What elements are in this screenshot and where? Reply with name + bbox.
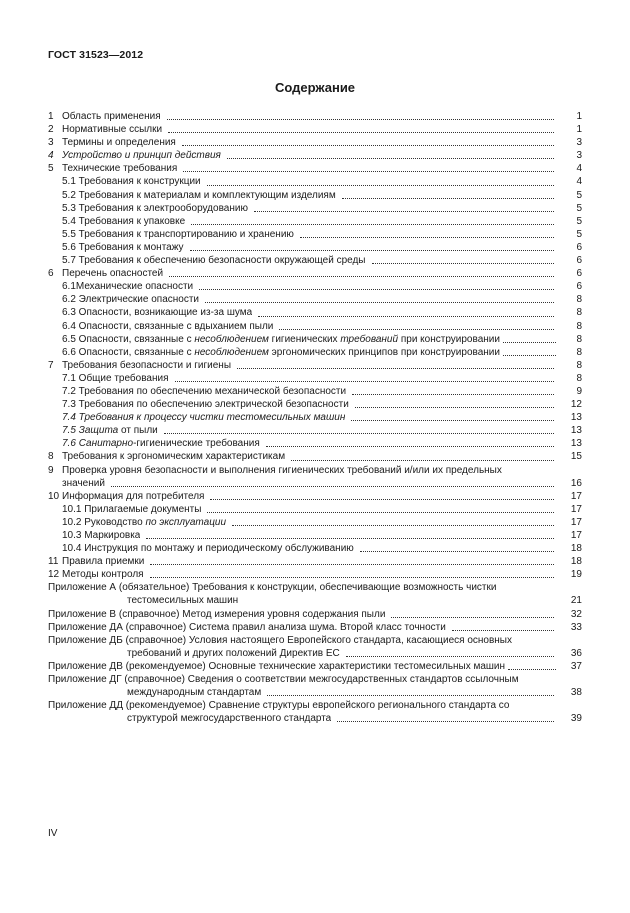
toc-appendix[interactable] xyxy=(48,634,582,660)
toc-entry[interactable] xyxy=(48,555,582,568)
toc-entry-page: 18 xyxy=(570,556,582,568)
toc-appendix[interactable] xyxy=(48,581,582,607)
toc-entry-title: Область применения xyxy=(62,111,161,122)
toc-entry-title xyxy=(62,516,226,529)
dot-leader xyxy=(267,695,554,696)
dot-leader xyxy=(111,486,554,487)
toc-entry-title-line1: Проверка уровня безопасности и выполнения гигиенических требований и/или их предельных xyxy=(62,464,502,476)
dot-leader xyxy=(227,158,554,159)
toc-entry-number: 4 xyxy=(48,150,54,162)
toc-subentry[interactable] xyxy=(48,385,582,398)
toc-subentry[interactable] xyxy=(48,228,582,241)
toc-subentry[interactable] xyxy=(48,411,582,424)
toc-entry-page: 8 xyxy=(576,307,582,319)
toc-entry-title: 5.5 Требования к транспортированию и хранению xyxy=(62,228,294,240)
dot-leader xyxy=(207,185,554,186)
dot-leader xyxy=(182,145,554,146)
dot-leader xyxy=(452,630,554,631)
toc-entry-page: 5 xyxy=(576,228,582,240)
toc-entry-title: 7.4 Требования к процессу чистки тестомесильных машин xyxy=(62,412,346,424)
toc-subentry[interactable] xyxy=(48,175,582,188)
toc-entry-title: 10.1 Прилагаемые документы xyxy=(62,503,202,515)
toc-entry-page: 16 xyxy=(570,477,582,489)
toc-entry-title: 10.4 Инструкция по монтажу и периодическому обслуживанию xyxy=(62,543,354,555)
toc-subentry[interactable] xyxy=(48,202,582,215)
toc-subentry[interactable] xyxy=(48,280,582,293)
toc-entry-page: 17 xyxy=(570,490,582,502)
appendix-title-line2: структурой межгосударственного стандарта xyxy=(127,713,332,725)
toc-text-part: 6.6 Опасности, связанные с xyxy=(62,346,195,358)
toc-entry-title: 5.4 Требования к упаковке xyxy=(62,215,186,227)
toc-entry[interactable] xyxy=(48,149,582,162)
dot-leader xyxy=(146,538,554,539)
toc-text-part: 7.5 xyxy=(62,425,79,437)
appendix-title: Приложение ДА (справочное) Система правил анализа шума. Второй класс точности xyxy=(48,621,446,633)
toc-entry-page: 13 xyxy=(570,438,582,450)
toc-entry[interactable] xyxy=(48,267,582,280)
toc-appendix[interactable] xyxy=(48,660,582,673)
dot-leader xyxy=(210,499,554,500)
appendix-title-line1: Приложение ДГ (справочное) Сведения о соответствии межгосударственных стандартов ссылочным xyxy=(48,674,519,686)
table-of-contents xyxy=(48,110,582,725)
toc-entry-title: Перечень опасностей xyxy=(62,268,164,280)
appendix-title-line2: требований и других положений Директив ЕС xyxy=(127,647,340,659)
toc-appendix[interactable] xyxy=(48,673,582,699)
dot-leader xyxy=(372,263,555,264)
dot-leader xyxy=(190,250,554,251)
toc-subentry[interactable] xyxy=(48,306,582,319)
toc-entry-page: 4 xyxy=(576,176,582,188)
toc-entry-page: 8 xyxy=(576,333,582,345)
toc-text-part: 7.6 xyxy=(62,438,79,450)
toc-entry-page: 6 xyxy=(576,281,582,293)
dot-leader xyxy=(342,198,554,199)
toc-subentry[interactable] xyxy=(48,503,582,516)
toc-entry-title xyxy=(62,333,500,346)
dot-leader xyxy=(360,551,554,552)
toc-entry-title: 7.2 Требования по обеспечению механической безопасности xyxy=(62,385,347,397)
toc-text-part: -гигиенические требования xyxy=(133,438,260,450)
appendix-title-line2: международным стандартам xyxy=(127,687,262,699)
toc-entry-page: 6 xyxy=(576,241,582,253)
toc-text-part: эргономических принципов при конструировании xyxy=(268,346,500,358)
toc-entry-title: Устройство и принцип действия xyxy=(62,150,221,162)
toc-entry-page: 8 xyxy=(576,372,582,384)
toc-subentry[interactable] xyxy=(48,333,582,346)
appendix-title-line1: Приложение А (обязательное) Требования к конструкции, обеспечивающие возможность чистки xyxy=(48,582,497,594)
toc-subentry[interactable] xyxy=(48,424,582,437)
toc-entry-title: 7.1 Общие требования xyxy=(62,372,169,384)
dot-leader xyxy=(207,512,554,513)
dot-leader xyxy=(150,577,554,578)
toc-appendix[interactable] xyxy=(48,608,582,621)
toc-subentry[interactable] xyxy=(48,215,582,228)
dot-leader xyxy=(237,368,554,369)
toc-entry-page: 17 xyxy=(570,530,582,541)
document-code: ГОСТ 31523—2012 xyxy=(48,49,144,61)
appendix-title-line1: Приложение ДБ (справочное) Условия настоящего Европейского стандарта, касающиеся основных xyxy=(48,634,512,646)
dot-leader xyxy=(205,302,554,303)
toc-entry-page: 1 xyxy=(576,111,582,122)
toc-entry-page: 17 xyxy=(570,503,582,515)
toc-entry-title: Правила приемки xyxy=(62,556,145,568)
dot-leader xyxy=(355,407,554,408)
toc-text-part: от пыли xyxy=(118,425,158,437)
appendix-page: 21 xyxy=(570,595,582,607)
toc-text-part: 10.2 Руководство xyxy=(62,516,146,528)
toc-subentry[interactable] xyxy=(48,398,582,411)
toc-entry-page: 8 xyxy=(576,320,582,332)
dot-leader xyxy=(503,342,556,343)
toc-subentry[interactable] xyxy=(48,293,582,306)
toc-entry-title: Информация для потребителя xyxy=(62,490,205,502)
toc-entry[interactable] xyxy=(48,162,582,175)
toc-entry-title-line2: значений xyxy=(62,477,105,489)
toc-entry-title: 6.3 Опасности, возникающие из-за шума xyxy=(62,307,253,319)
appendix-title: Приложение В (справочное) Метод измерения уровня содержания пыли xyxy=(48,608,386,620)
dot-leader xyxy=(164,433,554,434)
appendix-page: 36 xyxy=(570,647,582,659)
toc-entry-title: 5.1 Требования к конструкции xyxy=(62,176,201,188)
dot-leader xyxy=(199,289,554,290)
toc-entry-title: 5.7 Требования к обеспечению безопасности окружающей среды xyxy=(62,255,366,267)
toc-entry-title: Методы контроля xyxy=(62,569,144,581)
toc-text-part: гигиенических xyxy=(268,333,341,345)
toc-text-part: при конструировании xyxy=(398,333,500,345)
toc-entry-number: 2 xyxy=(48,124,54,136)
toc-entry-page: 8 xyxy=(576,294,582,306)
toc-entry-page: 12 xyxy=(570,399,582,411)
dot-leader xyxy=(232,525,554,526)
toc-subentry[interactable] xyxy=(48,346,582,359)
dot-leader xyxy=(167,119,554,120)
dot-leader xyxy=(266,446,554,447)
toc-entry-page: 13 xyxy=(570,425,582,437)
toc-entry-page: 1 xyxy=(576,124,582,136)
toc-entry-page: 3 xyxy=(576,137,582,149)
toc-subentry[interactable] xyxy=(48,529,582,542)
appendix-page: 39 xyxy=(570,713,582,725)
toc-entry[interactable] xyxy=(48,568,582,581)
dot-leader xyxy=(168,132,554,133)
dot-leader xyxy=(258,316,554,317)
toc-entry-title: 6.2 Электрические опасности xyxy=(62,294,200,306)
toc-entry-page: 13 xyxy=(570,412,582,424)
dot-leader xyxy=(300,237,554,238)
toc-entry-title: 5.2 Требования к материалам и комплектующим изделиям xyxy=(62,189,336,201)
toc-entry[interactable] xyxy=(48,123,582,136)
toc-text-part-italic: требований xyxy=(340,333,399,345)
toc-entry[interactable] xyxy=(48,359,582,372)
toc-entry-title xyxy=(62,346,500,359)
toc-entry-number: 10 xyxy=(48,490,60,502)
toc-subentry[interactable] xyxy=(48,241,582,254)
toc-entry[interactable] xyxy=(48,464,582,490)
dot-leader xyxy=(169,276,554,277)
toc-entry-page: 8 xyxy=(576,359,582,371)
toc-subentry[interactable] xyxy=(48,254,582,267)
toc-text-part-italic: несоблюдением xyxy=(194,333,269,345)
appendix-title-line1: Приложение ДД (рекомендуемое) Сравнение структуры европейского регионального стандарта со xyxy=(48,700,510,712)
dot-leader xyxy=(391,617,554,618)
appendix-page: 37 xyxy=(570,660,582,672)
toc-entry-title: 6.1Механические опасности xyxy=(62,281,194,293)
appendix-page: 38 xyxy=(570,687,582,699)
dot-leader xyxy=(291,460,554,461)
toc-text-part-italic: Защита xyxy=(78,425,119,437)
toc-text-part-italic: несоблюдением xyxy=(194,346,269,358)
toc-entry-title xyxy=(62,424,158,437)
toc-entry-number: 8 xyxy=(48,451,54,463)
toc-entry-number: 5 xyxy=(48,163,54,175)
toc-entry-page: 5 xyxy=(576,215,582,227)
toc-entry-page: 15 xyxy=(570,451,582,463)
toc-entry-number: 11 xyxy=(48,556,59,568)
dot-leader xyxy=(352,394,554,395)
dot-leader xyxy=(508,669,556,670)
toc-subentry[interactable] xyxy=(48,372,582,385)
appendix-title: Приложение ДВ (рекомендуемое) Основные технические характеристики тестомесильных машин xyxy=(48,660,506,672)
toc-entry-number: 12 xyxy=(48,569,60,581)
toc-entry-number: 1 xyxy=(48,111,54,122)
toc-text-part-italic: по эксплуатации xyxy=(145,516,227,528)
toc-entry-title: Нормативные ссылки xyxy=(62,124,163,136)
toc-entry-page: 3 xyxy=(576,150,582,162)
toc-entry-title: 6.4 Опасности, связанные с вдыханием пыли xyxy=(62,320,274,332)
toc-text-part: 6.5 Опасности, связанные с xyxy=(62,333,195,345)
toc-entry-title: 5.3 Требования к электрооборудованию xyxy=(62,202,248,214)
dot-leader xyxy=(346,656,554,657)
toc-entry-page: 5 xyxy=(576,189,582,201)
toc-entry-page: 4 xyxy=(576,163,582,175)
toc-entry-page: 5 xyxy=(576,202,582,214)
toc-appendix[interactable] xyxy=(48,699,582,725)
toc-entry-page: 17 xyxy=(570,516,582,528)
toc-appendix[interactable] xyxy=(48,621,582,634)
toc-subentry[interactable] xyxy=(48,542,582,555)
toc-entry-page: 6 xyxy=(576,268,582,280)
toc-entry-title: Требования безопасности и гигиены xyxy=(62,359,232,371)
toc-entry-title: Технические требования xyxy=(62,163,178,175)
dot-leader xyxy=(191,224,554,225)
toc-entry[interactable] xyxy=(48,136,582,149)
toc-entry-title: 5.6 Требования к монтажу xyxy=(62,241,184,253)
toc-entry-page: 19 xyxy=(570,569,582,581)
appendix-page: 32 xyxy=(570,608,582,620)
toc-subentry[interactable] xyxy=(48,437,582,450)
toc-entry-number: 6 xyxy=(48,268,54,280)
toc-subentry[interactable] xyxy=(48,189,582,202)
toc-entry-page: 18 xyxy=(570,543,582,555)
toc-entry-page: 8 xyxy=(576,346,582,358)
toc-entry-number: 7 xyxy=(48,359,54,371)
dot-leader xyxy=(175,381,554,382)
appendix-page: 33 xyxy=(570,621,582,633)
dot-leader xyxy=(254,211,554,212)
toc-entry-title xyxy=(62,437,260,450)
toc-entry-page: 6 xyxy=(576,255,582,267)
toc-title: Содержание xyxy=(274,80,356,95)
toc-entry[interactable] xyxy=(48,110,582,123)
toc-entry-title: 7.3 Требования по обеспечению электрической безопасности xyxy=(62,399,349,411)
toc-entry-number: 3 xyxy=(48,137,54,149)
dot-leader xyxy=(183,171,554,172)
dot-leader xyxy=(337,721,554,722)
dot-leader xyxy=(503,355,556,356)
toc-entry[interactable] xyxy=(48,450,582,463)
dot-leader xyxy=(279,329,554,330)
toc-entry-number: 9 xyxy=(48,464,54,476)
toc-entry-page: 9 xyxy=(576,385,582,397)
toc-entry[interactable] xyxy=(48,490,582,503)
toc-entry-title: Требования к эргономическим характеристикам xyxy=(62,451,286,463)
toc-entry-title: Термины и определения xyxy=(62,137,176,149)
toc-subentry[interactable] xyxy=(48,516,582,529)
toc-subentry[interactable] xyxy=(48,320,582,333)
page-number: IV xyxy=(48,828,58,839)
appendix-title-line2: тестомесильных машин xyxy=(127,595,239,607)
toc-entry-title: 10.3 Маркировка xyxy=(62,530,141,541)
dot-leader xyxy=(150,564,554,565)
dot-leader xyxy=(351,420,554,421)
toc-text-part-italic: Санитарно xyxy=(78,438,134,450)
